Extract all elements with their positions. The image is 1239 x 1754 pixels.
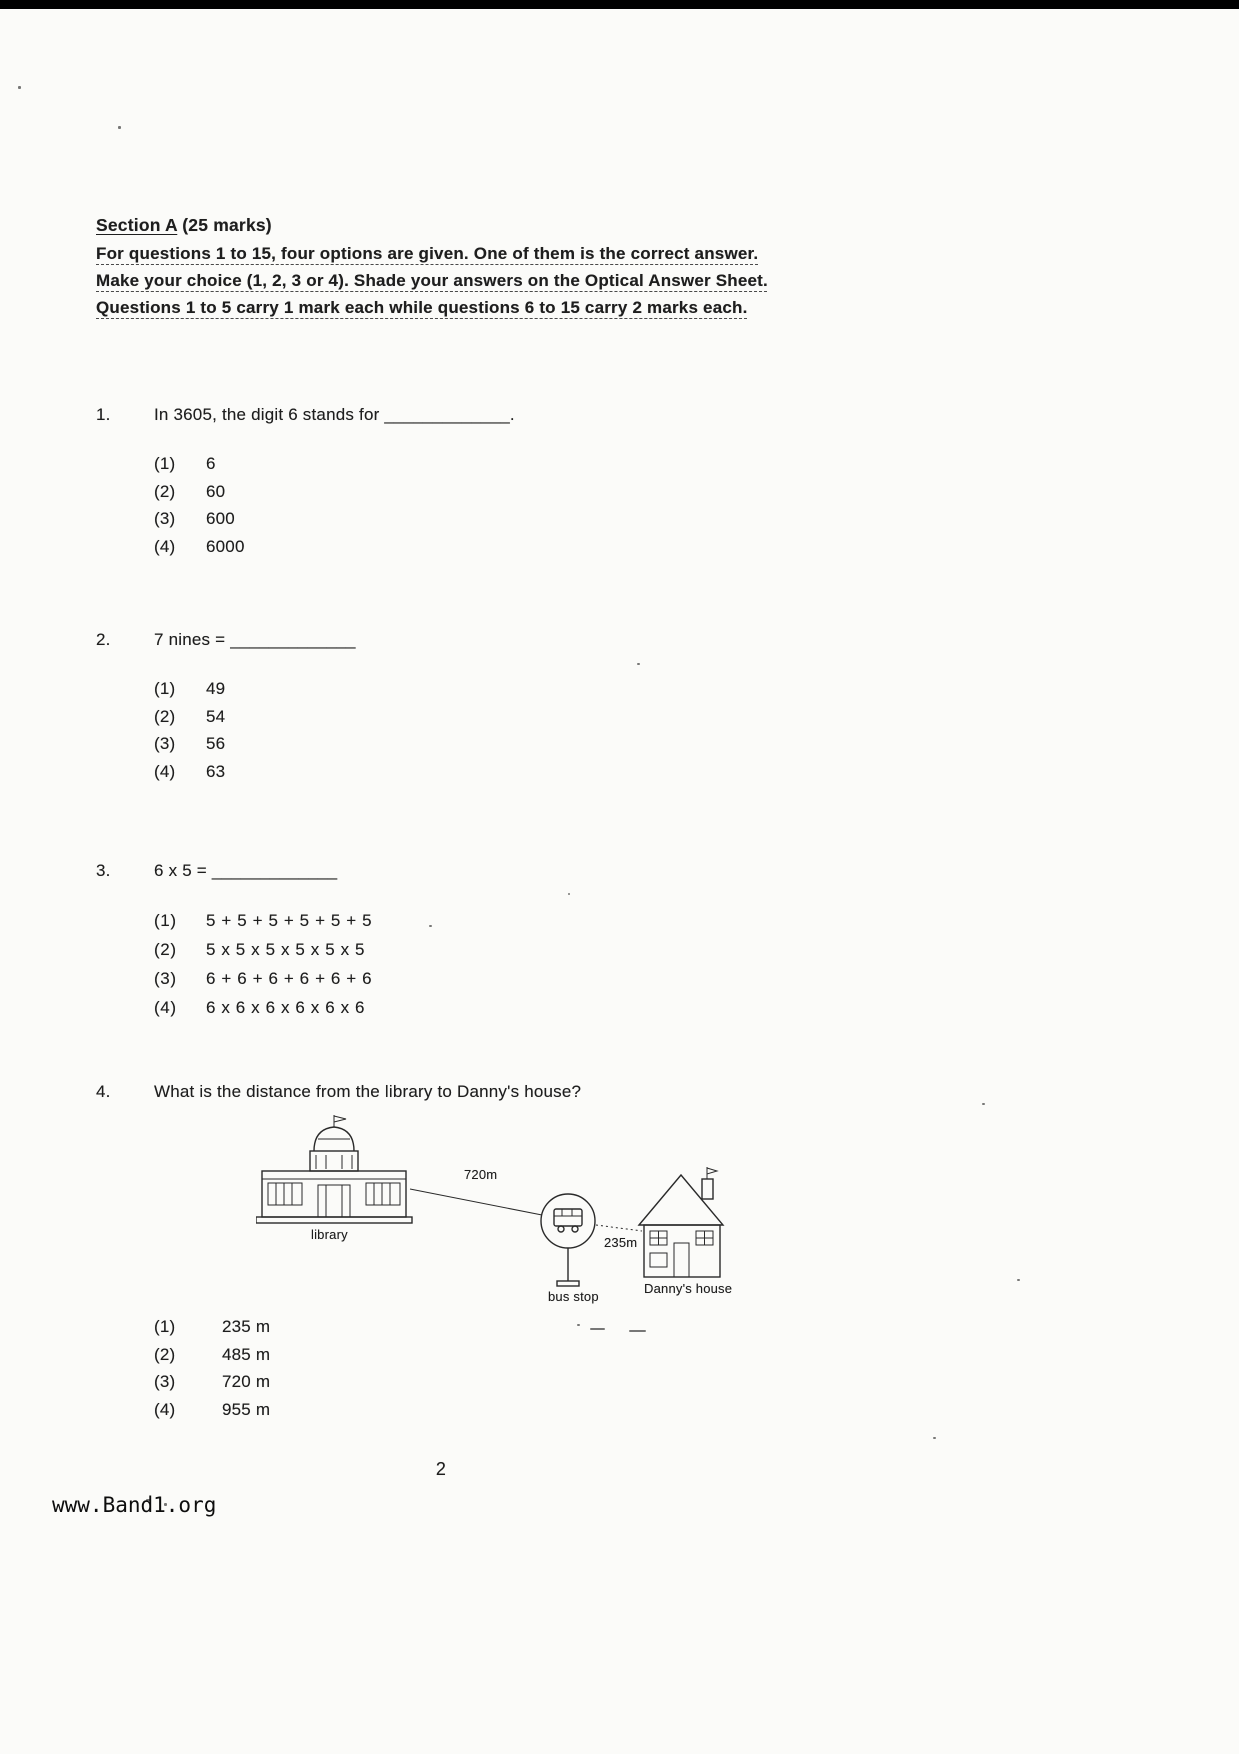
option-row <box>154 935 871 964</box>
question-2 <box>96 626 871 785</box>
library-illustration <box>256 1115 412 1242</box>
option-value: 49 <box>206 679 226 698</box>
option-label: (4) <box>154 536 176 556</box>
question-number: 2. <box>96 630 111 649</box>
page-content <box>96 212 871 1480</box>
option-label: (3) <box>154 1372 176 1391</box>
option-label: (1) <box>154 454 176 473</box>
section-instructions <box>96 240 871 321</box>
option-value: 6 x 6 x 6 x 6 x 6 x 6 <box>206 998 366 1017</box>
option-row <box>154 1396 871 1424</box>
question-3 <box>96 857 871 1022</box>
option-label: (3) <box>154 969 177 988</box>
option-value: 485 m <box>222 1344 271 1364</box>
question-1-options <box>154 450 871 560</box>
option-row <box>154 758 871 786</box>
question-4-options <box>154 1313 871 1423</box>
option-row <box>154 1313 871 1341</box>
option-row <box>154 1368 871 1396</box>
option-value: 63 <box>206 761 226 781</box>
option-label: (4) <box>154 998 177 1017</box>
option-label: (1) <box>154 911 177 930</box>
option-label: (4) <box>154 761 176 781</box>
option-label: (3) <box>154 734 176 753</box>
question-text: 6 x 5 = _____________ <box>154 861 338 880</box>
option-value: 54 <box>206 706 226 726</box>
option-label: (3) <box>154 509 176 528</box>
option-row <box>154 993 871 1022</box>
option-row <box>154 964 871 993</box>
section-title-name: Section A <box>96 215 178 235</box>
option-label: (1) <box>154 679 176 698</box>
question-2-options <box>154 675 871 785</box>
option-label: (2) <box>154 1344 176 1364</box>
distance-diagram <box>256 1113 776 1309</box>
option-row <box>154 703 871 731</box>
instruction-line: Make your choice (1, 2, 3 or 4). Shade your answers on the Optical Answer Sheet. <box>96 271 768 290</box>
path-library-busstop <box>410 1189 542 1215</box>
option-label: (1) <box>154 1317 176 1336</box>
path-busstop-house <box>596 1225 642 1231</box>
option-label: (2) <box>154 706 176 726</box>
option-row <box>154 533 871 561</box>
question-number: 4. <box>96 1082 111 1101</box>
scan-artifact <box>18 86 21 89</box>
instruction-line: Questions 1 to 5 carry 1 mark each while questions 6 to 15 carry 2 marks each. <box>96 298 748 317</box>
question-text: In 3605, the digit 6 stands for _____________. <box>154 405 515 424</box>
house-icon <box>639 1167 732 1296</box>
house-label: Danny's house <box>644 1281 733 1296</box>
option-value: 6 <box>206 454 216 473</box>
option-value: 60 <box>206 481 226 501</box>
scan-artifact <box>118 126 121 129</box>
option-value: 5 x 5 x 5 x 5 x 5 x 5 <box>206 940 366 959</box>
option-row <box>154 675 871 703</box>
option-row <box>154 450 871 478</box>
option-row <box>154 1341 871 1369</box>
option-label: (2) <box>154 481 176 501</box>
option-value: 5 + 5 + 5 + 5 + 5 + 5 <box>206 911 373 930</box>
option-row <box>154 505 871 533</box>
scan-artifact <box>1017 1279 1020 1281</box>
option-value: 235 m <box>222 1317 271 1336</box>
instruction-line: For questions 1 to 15, four options are given. One of them is the correct answer. <box>96 244 759 263</box>
section-title-marks: (25 marks) <box>177 215 272 235</box>
question-number: 1. <box>96 405 111 424</box>
option-row <box>154 730 871 758</box>
option-value: 955 m <box>222 1399 271 1419</box>
question-4 <box>96 1078 871 1423</box>
question-text: What is the distance from the library to Danny's house? <box>154 1082 582 1101</box>
library-label: library <box>311 1227 348 1242</box>
watermark-url: www.Band1.org <box>52 1493 217 1517</box>
question-number: 3. <box>96 861 111 880</box>
scan-artifact <box>982 1103 985 1105</box>
distance-235m: 235m <box>604 1235 638 1250</box>
scan-artifact <box>933 1437 936 1439</box>
section-title <box>96 212 871 238</box>
option-row <box>154 906 871 935</box>
option-value: 6000 <box>206 536 245 556</box>
option-value: 600 <box>206 509 235 528</box>
page-number: 2 <box>435 1459 447 1479</box>
question-text: 7 nines = _____________ <box>154 630 356 649</box>
bus-stop-label: bus stop <box>548 1289 599 1304</box>
scan-edge-bar <box>0 0 1239 9</box>
option-row <box>154 478 871 506</box>
question-3-options <box>154 906 871 1022</box>
bus-stop-icon <box>541 1194 599 1304</box>
option-label: (2) <box>154 940 177 959</box>
distance-720m: 720m <box>464 1167 498 1182</box>
option-label: (4) <box>154 1399 176 1419</box>
question-1 <box>96 401 871 560</box>
option-value: 720 m <box>222 1372 271 1391</box>
option-value: 6 + 6 + 6 + 6 + 6 + 6 <box>206 969 373 988</box>
option-value: 56 <box>206 734 226 753</box>
